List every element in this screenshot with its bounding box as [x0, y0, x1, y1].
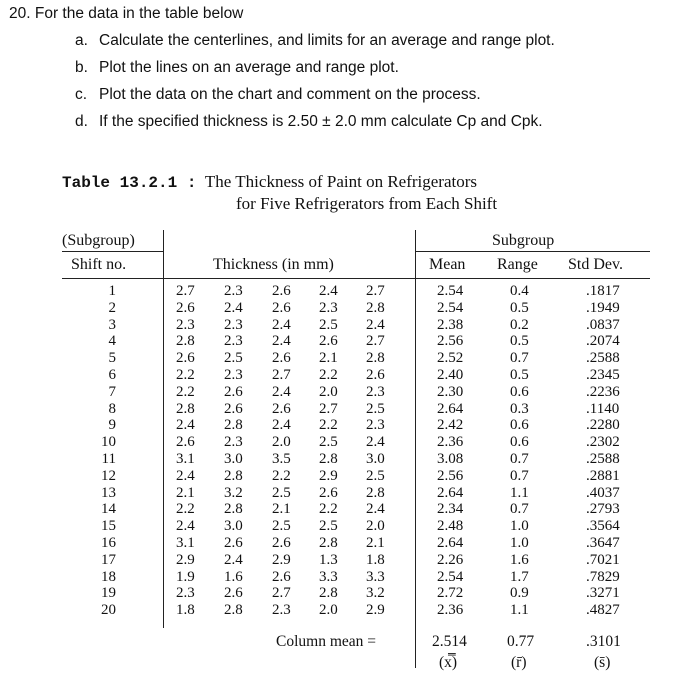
table-cell: 2.6 [319, 333, 338, 350]
table-cell: 5 [108, 350, 116, 367]
table-cell: 1.3 [319, 551, 338, 568]
column-std-dev [586, 283, 636, 619]
table-cell: 2.64 [437, 400, 464, 417]
item-letter: a. [75, 32, 88, 49]
table-cell: 2.4 [224, 551, 243, 568]
table-cell: 1.8 [176, 602, 195, 619]
table-cell: 2.1 [272, 501, 291, 518]
column-thickness-1 [176, 283, 206, 619]
table-cell: 2.4 [224, 299, 243, 316]
header-thickness: Thickness (in mm) [213, 256, 334, 273]
table-cell: 2.3 [176, 585, 195, 602]
table-cell: .2074 [586, 333, 620, 350]
question-item-d [75, 108, 543, 135]
table-cell: 2.8 [366, 484, 385, 501]
table-cell: 13 [101, 484, 116, 501]
table-cell: 2.6 [176, 350, 195, 367]
rule-right-top [415, 251, 650, 252]
table-cell: .7829 [586, 568, 620, 585]
table-cell: 2.6 [272, 568, 291, 585]
column-shift [90, 283, 116, 619]
table-cell: 2.7 [176, 283, 195, 299]
table-cell: 2.0 [319, 383, 338, 400]
table-cell: 9 [108, 417, 116, 434]
table-cell: 2.0 [319, 602, 338, 619]
table-cell: .4827 [586, 602, 620, 619]
table-cell: 2.6 [224, 383, 243, 400]
table-cell: 2.3 [319, 299, 338, 316]
table-cell: 20 [101, 602, 116, 619]
table-cell: 2.6 [224, 400, 243, 417]
table-cell: 3.3 [366, 568, 385, 585]
table-cell: .3271 [586, 585, 620, 602]
table-cell: .0837 [586, 316, 620, 333]
table-cell: 2.7 [272, 366, 291, 383]
table-cell: 2.7 [366, 333, 385, 350]
table-cell: 2.0 [366, 518, 385, 535]
table-cell: 0.7 [510, 450, 529, 467]
table-cell: 2.2 [176, 366, 195, 383]
table-caption [62, 172, 477, 192]
table-cell: .2302 [586, 434, 620, 451]
table-cell: 2.8 [224, 602, 243, 619]
footer-range-value: 0.77 [507, 633, 535, 650]
table-cell: .1817 [586, 283, 620, 299]
table-cell: 3.3 [319, 568, 338, 585]
table-cell: 2.3 [224, 283, 243, 299]
table-cell: 2.38 [437, 316, 464, 333]
rule-left-top [62, 251, 164, 252]
table-label: Table 13.2.1 : [62, 174, 197, 192]
table-cell: 2.4 [272, 383, 291, 400]
header-range: Range [497, 256, 538, 273]
table-cell: 2.8 [366, 299, 385, 316]
table-cell: 2.4 [319, 283, 338, 299]
table-cell: 2.1 [366, 534, 385, 551]
table-cell: 3.2 [366, 585, 385, 602]
table-cell: 17 [101, 551, 116, 568]
table-cell: 2.1 [319, 350, 338, 367]
table-cell: 2.7 [272, 585, 291, 602]
table-cell: 2.6 [272, 534, 291, 551]
table-cell: 2.6 [272, 350, 291, 367]
table-cell: 2.3 [224, 434, 243, 451]
table-cell: 2.5 [366, 467, 385, 484]
table-cell: 2.2 [319, 417, 338, 434]
table-cell: 2.0 [272, 434, 291, 451]
question-title: 20. For the data in the table below [9, 5, 244, 22]
table-cell: 3.1 [176, 450, 195, 467]
table-cell: 2.6 [272, 299, 291, 316]
table-cell: 0.6 [510, 434, 529, 451]
table-cell: 2.72 [437, 585, 464, 602]
item-text: Plot the data on the chart and comment on the process. [99, 86, 481, 103]
table-cell: 0.4 [510, 283, 529, 299]
header-shift-no: Shift no. [71, 256, 127, 273]
table-cell: .2588 [586, 350, 620, 367]
header-mean: Mean [429, 256, 466, 273]
table-cell: 2.4 [272, 417, 291, 434]
table-cell: 2.5 [319, 518, 338, 535]
table-cell: 2.3 [366, 383, 385, 400]
table-cell: 2.2 [319, 501, 338, 518]
table-cell: 2.56 [437, 467, 464, 484]
column-mean [437, 283, 477, 619]
table-cell: 0.7 [510, 350, 529, 367]
table-cell: 1.6 [510, 551, 529, 568]
table-cell: 2.5 [366, 400, 385, 417]
column-thickness-2 [224, 283, 254, 619]
table-cell: 2.2 [272, 467, 291, 484]
footer-sd-symbol: (s̄) [594, 654, 611, 671]
table-cell: 2.5 [319, 316, 338, 333]
table-cell: 0.5 [510, 366, 529, 383]
table-cell: 2.6 [319, 484, 338, 501]
table-cell: 19 [101, 585, 116, 602]
header-subgroup-paren: (Subgroup) [62, 232, 135, 249]
table-cell: 2 [108, 299, 116, 316]
table-cell: 2.4 [272, 333, 291, 350]
table-cell: 8 [108, 400, 116, 417]
separator-right [415, 230, 416, 668]
table-cell: 2.3 [272, 602, 291, 619]
table-cell: 2.4 [176, 417, 195, 434]
table-cell: 2.54 [437, 568, 464, 585]
table-cell: .3564 [586, 518, 620, 535]
separator-left [163, 230, 164, 628]
table-cell: 1.0 [510, 518, 529, 535]
item-text: If the specified thickness is 2.50 ± 2.0 mm calculate Cp and Cpk. [99, 113, 543, 130]
table-cell: 3.0 [224, 518, 243, 535]
table-cell: 0.7 [510, 467, 529, 484]
column-thickness-3 [272, 283, 302, 619]
table-cell: 0.6 [510, 383, 529, 400]
table-cell: 2.3 [224, 366, 243, 383]
table-cell: 2.8 [224, 467, 243, 484]
footer-range-symbol: (r̄) [511, 654, 527, 671]
table-cell: 2.6 [224, 585, 243, 602]
table-cell: 0.6 [510, 417, 529, 434]
table-cell: .7021 [586, 551, 620, 568]
table-cell: 4 [108, 333, 116, 350]
table-cell: 2.5 [272, 484, 291, 501]
table-cell: 1.1 [510, 602, 529, 619]
table-cell: 1.0 [510, 534, 529, 551]
item-text: Calculate the centerlines, and limits for an average and range plot. [99, 32, 555, 49]
table-cell: 2.6 [366, 366, 385, 383]
table-cell: 2.36 [437, 434, 464, 451]
table-cell: 15 [101, 518, 116, 535]
table-cell: 2.4 [272, 316, 291, 333]
table-cell: 2.4 [366, 501, 385, 518]
table-cell: .1949 [586, 299, 620, 316]
table-cell: 2.8 [319, 450, 338, 467]
table-cell: 18 [101, 568, 116, 585]
footer-mean-symbol: (x̿) [439, 654, 458, 671]
table-cell: 3.08 [437, 450, 464, 467]
table-cell: 2.4 [366, 434, 385, 451]
column-thickness-4 [319, 283, 349, 619]
table-cell: .2236 [586, 383, 620, 400]
table-cell: 2.7 [319, 400, 338, 417]
footer-mean-value: 2.514 [432, 633, 467, 650]
table-cell: .4037 [586, 484, 620, 501]
table-cell: 2.3 [366, 417, 385, 434]
table-cell: 2.2 [319, 366, 338, 383]
table-cell: 2.54 [437, 299, 464, 316]
table-cell: 2.4 [176, 518, 195, 535]
table-cell: 2.6 [272, 400, 291, 417]
table-cell: 2.56 [437, 333, 464, 350]
table-cell: 2.1 [176, 484, 195, 501]
table-cell: .2345 [586, 366, 620, 383]
table-cell: 0.5 [510, 333, 529, 350]
table-cell: 2.42 [437, 417, 464, 434]
table-cell: 2.30 [437, 383, 464, 400]
table-cell: 2.4 [366, 316, 385, 333]
column-mean-label: Column mean = [276, 633, 377, 650]
table-cell: 3.2 [224, 484, 243, 501]
table-cell: .2588 [586, 450, 620, 467]
table-cell: 2.8 [176, 333, 195, 350]
table-cell: 3.1 [176, 534, 195, 551]
table-cell: 6 [108, 366, 116, 383]
table-cell: 2.9 [272, 551, 291, 568]
header-std-dev: Std Dev. [568, 256, 623, 273]
table-cell: 2.2 [176, 501, 195, 518]
table-cell: 2.8 [319, 585, 338, 602]
item-text: Plot the lines on an average and range plot. [99, 59, 399, 76]
question-item-a [75, 27, 555, 54]
table-cell: 10 [101, 434, 116, 451]
table-cell: 3 [108, 316, 116, 333]
table-cell: 2.52 [437, 350, 464, 367]
table-cell: 1.8 [366, 551, 385, 568]
table-cell: 2.8 [224, 417, 243, 434]
table-cell: 3.0 [366, 450, 385, 467]
header-rule [62, 278, 650, 279]
table-cell: 1 [108, 283, 116, 299]
table-cell: 2.5 [319, 434, 338, 451]
table-cell: 2.40 [437, 366, 464, 383]
table-cell: 2.6 [176, 299, 195, 316]
table-cell: 2.3 [224, 333, 243, 350]
table-cell: 2.36 [437, 602, 464, 619]
table-cell: 0.9 [510, 585, 529, 602]
table-cell: .1140 [586, 400, 620, 417]
caption-line-2: for Five Refrigerators from Each Shift [236, 194, 498, 213]
table-cell: 11 [101, 450, 116, 467]
table-cell: 2.8 [224, 501, 243, 518]
table-cell: 0.2 [510, 316, 529, 333]
table-cell: 1.6 [224, 568, 243, 585]
table-cell: 3.0 [224, 450, 243, 467]
item-letter: c. [75, 86, 88, 103]
column-thickness-5 [366, 283, 396, 619]
table-cell: 2.6 [176, 434, 195, 451]
table-cell: 2.9 [366, 602, 385, 619]
question-item-c [75, 81, 481, 108]
table-cell: 7 [108, 383, 116, 400]
table-cell: 2.2 [176, 383, 195, 400]
table-cell: .3647 [586, 534, 620, 551]
table-cell: 2.5 [272, 518, 291, 535]
table-cell: 12 [101, 467, 116, 484]
table-cell: 2.4 [176, 467, 195, 484]
question-item-b [75, 54, 399, 81]
table-cell: 1.1 [510, 484, 529, 501]
table-cell: 2.64 [437, 534, 464, 551]
table-cell: 2.6 [224, 534, 243, 551]
table-cell: 2.64 [437, 484, 464, 501]
item-letter: b. [75, 59, 88, 76]
table-cell: .2280 [586, 417, 620, 434]
table-cell: 2.3 [224, 316, 243, 333]
table-cell: 2.6 [272, 283, 291, 299]
table-cell: .2881 [586, 467, 620, 484]
table-cell: 2.8 [176, 400, 195, 417]
caption-line-1: The Thickness of Paint on Refrigerators [204, 172, 478, 191]
table-cell: 2.9 [176, 551, 195, 568]
column-range [510, 283, 540, 619]
table-cell: 2.3 [176, 316, 195, 333]
table-cell: 3.5 [272, 450, 291, 467]
table-cell: 1.9 [176, 568, 195, 585]
table-cell: 0.3 [510, 400, 529, 417]
table-cell: 2.26 [437, 551, 464, 568]
table-cell: 2.5 [224, 350, 243, 367]
footer-sd-value: .3101 [586, 633, 621, 650]
table-cell: 0.5 [510, 299, 529, 316]
table-cell: 1.7 [510, 568, 529, 585]
table-cell: 2.8 [319, 534, 338, 551]
table-cell: 2.48 [437, 518, 464, 535]
table-cell: 2.8 [366, 350, 385, 367]
table-cell: 2.54 [437, 283, 464, 299]
table-cell: 14 [101, 501, 116, 518]
item-letter: d. [75, 113, 88, 130]
table-cell: 2.34 [437, 501, 464, 518]
header-subgroup: Subgroup [492, 232, 555, 249]
table-cell: 2.9 [319, 467, 338, 484]
table-cell: 0.7 [510, 501, 529, 518]
table-cell: 16 [101, 534, 116, 551]
table-cell: 2.7 [366, 283, 385, 299]
table-cell: .2793 [586, 501, 620, 518]
